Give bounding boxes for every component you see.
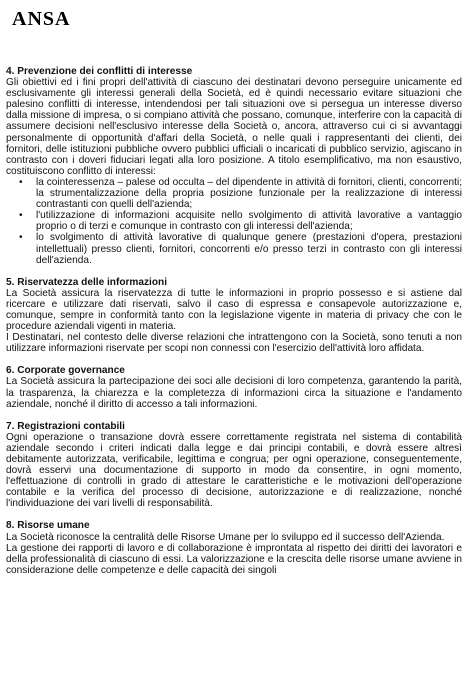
section-corporate-governance bbox=[6, 365, 462, 409]
list-item: • lo svolgimento di attività lavorative di qualunque genere (prestazioni d'opera, prestazioni intellettuali) presso clienti, fornitori, concorrenti e/o presso terzi in contrasto con gli interessi dell'azienda. bbox=[36, 232, 462, 265]
list-item: • l'utilizzazione di informazioni acquisite nello svolgimento di attività lavorative a vantaggio proprio o di terzi e comunque in contrasto con gli interessi dell'azienda; bbox=[36, 210, 462, 232]
ansa-logo: ANSA bbox=[12, 8, 71, 30]
paragraph: La Società riconosce la centralità delle Risorse Umane per lo sviluppo ed il successo dell'Azienda. bbox=[6, 531, 445, 543]
document-body bbox=[6, 66, 462, 587]
paragraph: Gli obiettivi ed i fini propri dell'attività di ciascuno dei destinatari devono perseguire unicamente ed esclusivamente gli interessi generali della Società, ed è quindi necessario evitare situazioni che palesino conflitti di interesse, intendendosi per tali situazioni ove si persegua un interesse diverso dalla missione di impresa, o si compiano attività che possano, comunque, interferire con la capacità di assumere decisioni nell'esclusivo interesse della Società o, ancora, attraverso cui ci si avvantaggi personalmente di opportunità d'affari della Società, o nelle quali i rappresentanti dei clienti, dei fornitori, delle istituzioni pubbliche ovvero pubblici ufficiali o incaricati di pubblico servizio, agiscano in contrasto con i doveri fiduciari legati alla loro posizione. A titolo esemplificativo, ma non esaustivo, costituiscono conflitto di interessi: bbox=[6, 77, 462, 177]
paragraph: Ogni operazione o transazione dovrà essere correttamente registrata nel sistema di contabilità aziendale secondo i criteri indicati dalla legge e dai principi contabili, e dovrà essere altresì debitamente autorizzata, verificabile, legittima e congrua; per ogni operazione, conseguentemente, dovrà esservi una documentazione di supporto in modo da consentire, in ogni momento, l'effettuazione di controlli in grado di attestare le caratteristiche e le motivazioni dell'operazione contabile e la verifica del processo di decisione, autorizzazione e di realizzazione, nonché l'individuazione dei vari livelli di responsabilità. bbox=[6, 431, 462, 510]
section-heading: 4. Prevenzione dei conflitti di interesse bbox=[6, 66, 193, 77]
section-risorse-umane bbox=[6, 520, 462, 575]
paragraph: La gestione dei rapporti di lavoro e di collaborazione è improntata al rispetto dei diritti dei lavoratori e della professionalità di ciascuno di essi. La valorizzazione e la crescita delle risorse umane avviene in considerazione delle competenze e delle capacità dei singoli bbox=[6, 542, 462, 576]
paragraph: I Destinatari, nel contesto delle diverse relazioni che intrattengono con la Società, sono tenuti a non utilizzare informazioni riservate per scopi non connessi con l'esercizio dell'attività loro affidata. bbox=[6, 332, 462, 355]
paragraph: La Società assicura la riservatezza di tutte le informazioni in proprio possesso e si astiene dal ricercare e utilizzare dati riservati, salvo il caso di espressa e consapevole autorizzazione e, comunque, sempre in conformità tanto con la legislazione vigente in materia di privacy che con le procedure aziendali vigenti in materia. bbox=[6, 287, 462, 333]
paragraph: La Società assicura la partecipazione dei soci alle decisioni di loro competenza, garantendo la parità, la trasparenza, la chiarezza e la completezza di informazioni circa la situazione e l'andamento aziendale, nonché il diritto di accesso a tali informazioni. bbox=[6, 376, 462, 410]
list-item: • la cointeressenza – palese od occulta – del dipendente in attività di fornitori, clienti, concorrenti; la strumentalizzazione della propria posizione funzionale per la realizzazione di interessi contrastanti con quelli dell'azienda; bbox=[36, 177, 462, 210]
section-heading: 8. Risorse umane bbox=[6, 520, 90, 532]
section-heading: 5. Riservatezza delle informazioni bbox=[6, 276, 167, 288]
bullet-list bbox=[6, 177, 462, 266]
section-riservatezza bbox=[6, 277, 462, 355]
section-heading: 7. Registrazioni contabili bbox=[6, 420, 125, 432]
section-conflitti-interesse bbox=[6, 66, 462, 266]
section-registrazioni-contabili bbox=[6, 421, 462, 510]
section-heading: 6. Corporate governance bbox=[6, 365, 125, 377]
